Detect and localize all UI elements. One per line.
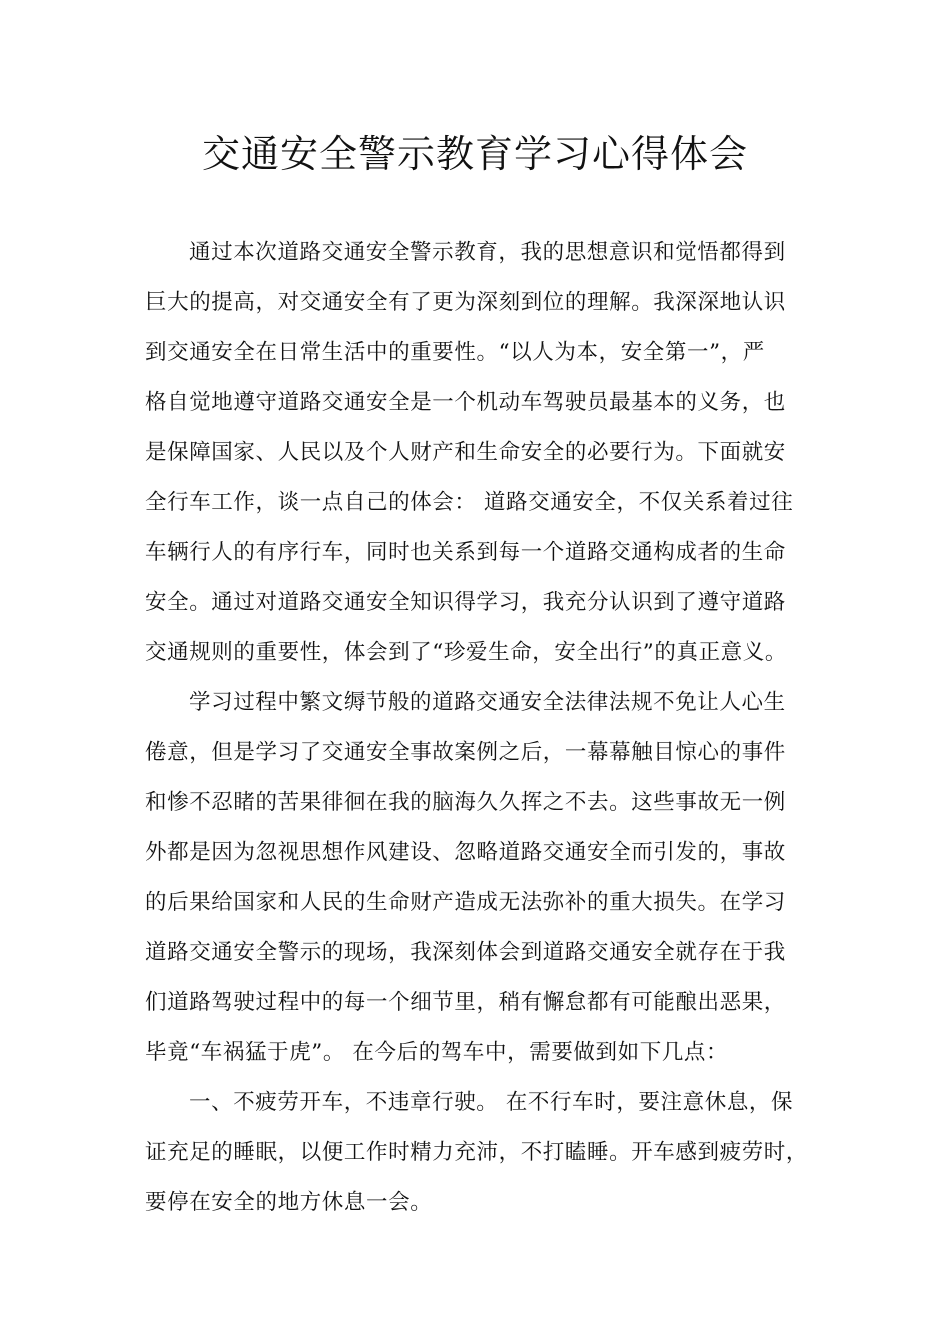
- paragraph-1-line-2: 巨大的提高，对交通安全有了更为深刻到位的理解。我深深地认识: [145, 290, 786, 315]
- paragraph-2-line-2: 倦意，但是学习了交通安全事故案例之后，一幕幕触目惊心的事件: [145, 740, 786, 765]
- paragraph-2-line-4: 外都是因为忽视思想作风建设、忽略道路交通安全而引发的，事故: [145, 840, 786, 865]
- paragraph-3-line-1: 一、不疲劳开车，不违章行驶。 在不行车时，要注意休息，保: [189, 1090, 794, 1115]
- paragraph-1-line-3: 到交通安全在日常生活中的重要性。“以人为本，安全第一”，严: [145, 340, 765, 365]
- paragraph-2-line-6: 道路交通安全警示的现场，我深刻体会到道路交通安全就存在于我: [145, 940, 786, 965]
- paragraph-1-line-6: 全行车工作，谈一点自己的体会： 道路交通安全，不仅关系着过往: [145, 490, 794, 515]
- paragraph-2-line-7: 们道路驾驶过程中的每一个细节里，稍有懈怠都有可能酿出恶果，: [145, 990, 786, 1015]
- paragraph-1-line-7: 车辆行人的有序行车，同时也关系到每一个道路交通构成者的生命: [145, 540, 786, 565]
- document-body: [145, 228, 810, 1228]
- paragraph-1-line-9: 交通规则的重要性，体会到了“珍爱生命，安全出行”的真正意义。: [145, 640, 787, 665]
- paragraph-1-line-1: 通过本次道路交通安全警示教育，我的思想意识和觉悟都得到: [189, 240, 786, 265]
- paragraph-2-line-5: 的后果给国家和人民的生命财产造成无法弥补的重大损失。在学习: [145, 890, 786, 915]
- paragraph-1-line-4: 格自觉地遵守道路交通安全是一个机动车驾驶员最基本的义务，也: [145, 390, 786, 415]
- document-title: 交通安全警示教育学习心得体会: [201, 132, 748, 176]
- paragraph-1-line-8: 安全。通过对道路交通安全知识得学习，我充分认识到了遵守道路: [145, 590, 786, 615]
- paragraph-2-line-3: 和惨不忍睹的苦果徘徊在我的脑海久久挥之不去。这些事故无一例: [145, 790, 786, 815]
- paragraph-3-line-2: 证充足的睡眠，以便工作时精力充沛，不打瞌睡。开车感到疲劳时，: [145, 1140, 809, 1165]
- paragraph-3-line-3: 要停在安全的地方休息一会。: [145, 1190, 433, 1215]
- paragraph-2-line-8: 毕竟“车祸猛于虎”。 在今后的驾车中，需要做到如下几点：: [145, 1040, 729, 1065]
- paragraph-1-line-5: 是保障国家、人民以及个人财产和生命安全的必要行为。下面就安: [145, 440, 786, 465]
- paragraph-2-line-1: 学习过程中繁文缛节般的道路交通安全法律法规不免让人心生: [189, 690, 786, 715]
